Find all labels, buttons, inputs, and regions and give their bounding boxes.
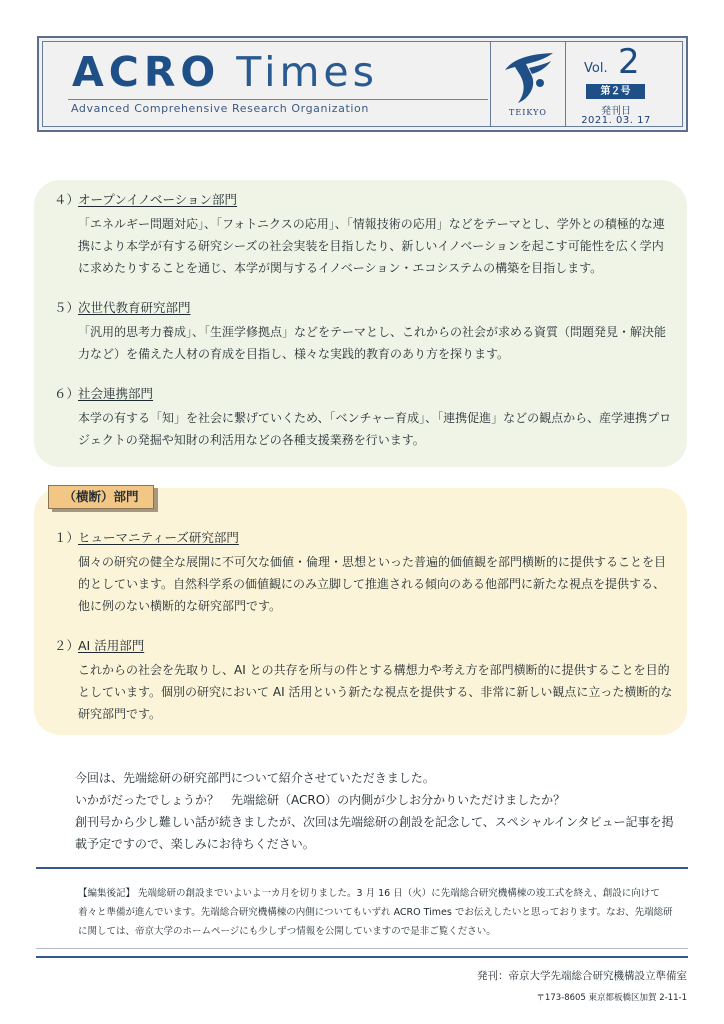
- section-title: 次世代教育研究部門: [78, 300, 191, 315]
- section-body: これからの社会を先取りし、AI との共存を所与の件とする構想力や考え方を部門横断的に提供することを目的としています。個別の研究において AI 活用という新たな視点を提供する、非常に新しい観点に立った横断的な研究部門です。: [78, 663, 673, 721]
- divider: [36, 956, 688, 958]
- section-next-gen-education: [54, 299, 674, 365]
- section-title: オープンイノベーション部門: [78, 192, 238, 207]
- issue-info: [566, 41, 683, 127]
- issue-badge: 第２号: [586, 84, 645, 99]
- title-times: Times: [236, 48, 378, 96]
- section-body: 本学の有する「知」を社会に繋げていくため、「ベンチャー育成」、「連携促進」などの観点から、産学連携プロジェクトの発掘や知財の利活用などの各種支援業務を行います。: [78, 411, 672, 447]
- section-heading: [54, 637, 674, 655]
- section-number: ６）: [54, 386, 80, 401]
- closing-message: [75, 767, 675, 855]
- logo-text: TEIKYO: [509, 108, 547, 117]
- teikyo-emblem-icon: [499, 50, 557, 106]
- newsletter-subtitle: Advanced Comprehensive Research Organization: [71, 102, 369, 115]
- section-title: ヒューマニティーズ研究部門: [78, 530, 239, 545]
- cross-departments-panel: [34, 488, 687, 735]
- section-open-innovation: [54, 191, 674, 279]
- section-body: 個々の研究の健全な展開に不可欠な価値・倫理・思想といった普遍的価値観を部門横断的に提供することを目的としています。自然科学系の価値観にのみ立脚して推進される傾向のある他部門に新たな視点を提供する、他に例のない横断的な研究部門です。: [78, 555, 667, 613]
- section-heading: [54, 299, 674, 317]
- title-acro: ACRO: [72, 48, 221, 96]
- teikyo-logo: [491, 41, 565, 127]
- section-body: 「エネルギー問題対応」、「フォトニクスの応用」、「情報技術の応用」などをテーマとし、学外との積極的な連携により本学が有する研究シーズの社会実装を目指したり、新しいイノベーションを起こす可能性を広く学内に求めたりすることを通じ、本学が関与するイノベーション・エコシステムの構築を目指します。: [78, 217, 665, 275]
- editors-postscript: 【編集後記】 先端総研の創設までいよいよ一カ月を切りました。3 月 16 日（火）に先端総合研究機構棟の竣工式を終え、創設に向けて着々と準備が進んでいます。先端総合研究機構棟の内側についてもいずれ ACRO Times でお伝えしたいと思っております。なお、先端総研に関しては、帝京大学のホームページにも少しずつ情報を公開していますので是非ご覧ください。: [78, 888, 673, 937]
- closing-line: 創刊号から少し難しい話が続きましたが、次回は先端総研の創設を記念して、スペシャルインタビュー記事を掲載予定ですので、楽しみにお待ちください。: [75, 815, 674, 851]
- section-humanities: [54, 529, 674, 617]
- divider: [36, 867, 688, 869]
- cross-section-label: （横断）部門: [48, 485, 154, 509]
- closing-line: 今回は、先端総研の研究部門について紹介させていただきました。: [75, 771, 435, 785]
- section-ai-utilization: [54, 637, 674, 725]
- newsletter-title: [72, 48, 378, 96]
- section-title: AI 活用部門: [78, 638, 145, 653]
- divider: [36, 948, 688, 949]
- section-title: 社会連携部門: [78, 386, 154, 401]
- publisher-info: 発刊：帝京大学先端総合研究機構設立準備室: [477, 970, 687, 982]
- publisher-address: 〒173-8605 東京都板橋区加賀 2-11-1: [536, 993, 687, 1003]
- section-body: 「汎用的思考力養成」、「生涯学修拠点」などをテーマとし、これからの社会が求める資質（問題発見・解決能力など）を備えた人材の育成を目指し、様々な実践的教育のあり方を探ります。: [78, 325, 667, 361]
- volume-label: Vol.: [584, 61, 608, 76]
- masthead: [37, 36, 688, 132]
- section-heading: [54, 385, 674, 403]
- section-number: ２）: [54, 638, 80, 653]
- section-number: １）: [54, 530, 80, 545]
- section-heading: [54, 191, 674, 209]
- publish-date: 2021. 03. 17: [581, 115, 651, 126]
- section-number: ４）: [54, 192, 80, 207]
- section-heading: [54, 529, 674, 547]
- closing-line: いかがだったでしょうか？ 先端総研（ACRO）の内側が少しお分かりいただけましたか？: [75, 793, 566, 807]
- section-social-collaboration: [54, 385, 674, 451]
- section-number: ５）: [54, 300, 80, 315]
- title-underline: [68, 99, 488, 100]
- departments-panel: [34, 180, 687, 467]
- publish-date-label: 発刊日: [601, 106, 631, 117]
- volume-number: 2: [618, 42, 640, 82]
